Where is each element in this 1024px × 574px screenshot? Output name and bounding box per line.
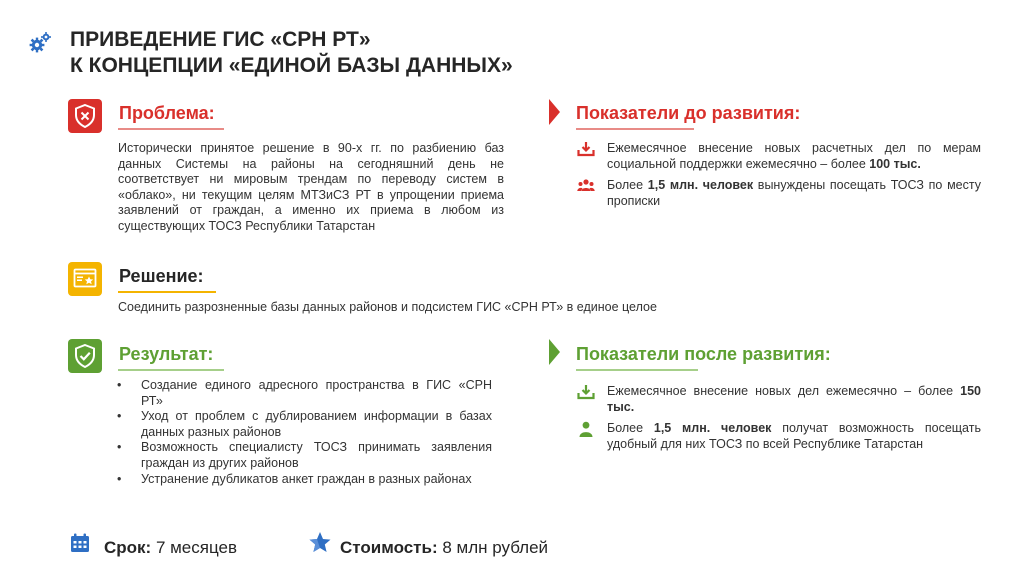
result-underline	[118, 369, 224, 371]
star-icon	[308, 531, 332, 553]
problem-heading: Проблема:	[119, 103, 215, 123]
before-heading: Показатели до развития:	[576, 103, 801, 123]
cost-label: Стоимость:	[340, 538, 438, 557]
solution-underline	[118, 291, 216, 293]
after-underline	[576, 369, 698, 371]
users-group-icon	[577, 178, 595, 194]
list-item: • Возможность специалисту ТОСЗ принимать заявления граждан из других районов	[115, 440, 492, 471]
problem-icon-box	[68, 99, 102, 133]
solution-icon-box	[68, 262, 102, 296]
after-item-2: Более 1,5 млн. человек получат возможность посещать удобный для них ТОСЗ по всей Республике Татарстан	[577, 421, 981, 452]
result-list	[115, 378, 492, 487]
before-item-1: Ежемесячное внесение новых расчетных дел по мерам социальной поддержки ежемесячно – более 100 тыс.	[577, 141, 981, 172]
solution-text: Соединить разрозненные базы данных районов и подсистем ГИС «СРН РТ» в единое целое	[118, 300, 657, 314]
window-star-icon	[73, 268, 97, 290]
term-label: Срок:	[104, 538, 152, 557]
chevron-right-icon	[548, 339, 560, 365]
calendar-icon	[70, 533, 90, 553]
download-tray-icon	[577, 384, 595, 400]
result-icon-box	[68, 339, 102, 373]
solution-heading: Решение:	[119, 266, 204, 286]
problem-underline	[118, 128, 224, 130]
list-item: • Уход от проблем с дублированием информации в базах данных разных районов	[115, 409, 492, 440]
term	[104, 538, 237, 558]
page-title-line2: К КОНЦЕПЦИИ «ЕДИНОЙ БАЗЫ ДАННЫХ»	[70, 54, 513, 77]
list-item: • Устранение дубликатов анкет граждан в разных районах	[115, 472, 492, 488]
page-title-line1: ПРИВЕДЕНИЕ ГИС «СРН РТ»	[70, 28, 371, 51]
shield-check-icon	[74, 344, 96, 368]
cost-value: 8 млн рублей	[437, 538, 549, 557]
user-icon	[577, 421, 595, 437]
before-underline	[576, 128, 694, 130]
problem-text: Исторически принятое решение в 90-х гг. по разбиению баз данных Системы на районы на сегодняшний день не соответствует ни мировым трендам по переводу систем в «облако», ни текущим целям МТЗиСЗ РТ в упрощении приема заявлений от граждан, а именно их приема в любом из существующих ТОСЗ Республики Татарстан	[118, 141, 504, 233]
page-title	[70, 27, 513, 79]
result-heading: Результат:	[119, 344, 214, 364]
chevron-right-icon	[548, 99, 560, 125]
before-item-2: Более 1,5 млн. человек вынуждены посещать ТОСЗ по месту прописки	[577, 178, 981, 209]
after-heading: Показатели после развития:	[576, 344, 831, 364]
list-item: • Создание единого адресного пространства в ГИС «СРН РТ»	[115, 378, 492, 409]
shield-x-icon	[74, 104, 96, 128]
download-tray-icon	[577, 141, 595, 157]
term-value: 7 месяцев	[151, 538, 237, 557]
gears-icon	[28, 31, 52, 55]
after-item-1: Ежемесячное внесение новых дел ежемесячно – более 150 тыс.	[577, 384, 981, 415]
cost	[340, 538, 548, 558]
